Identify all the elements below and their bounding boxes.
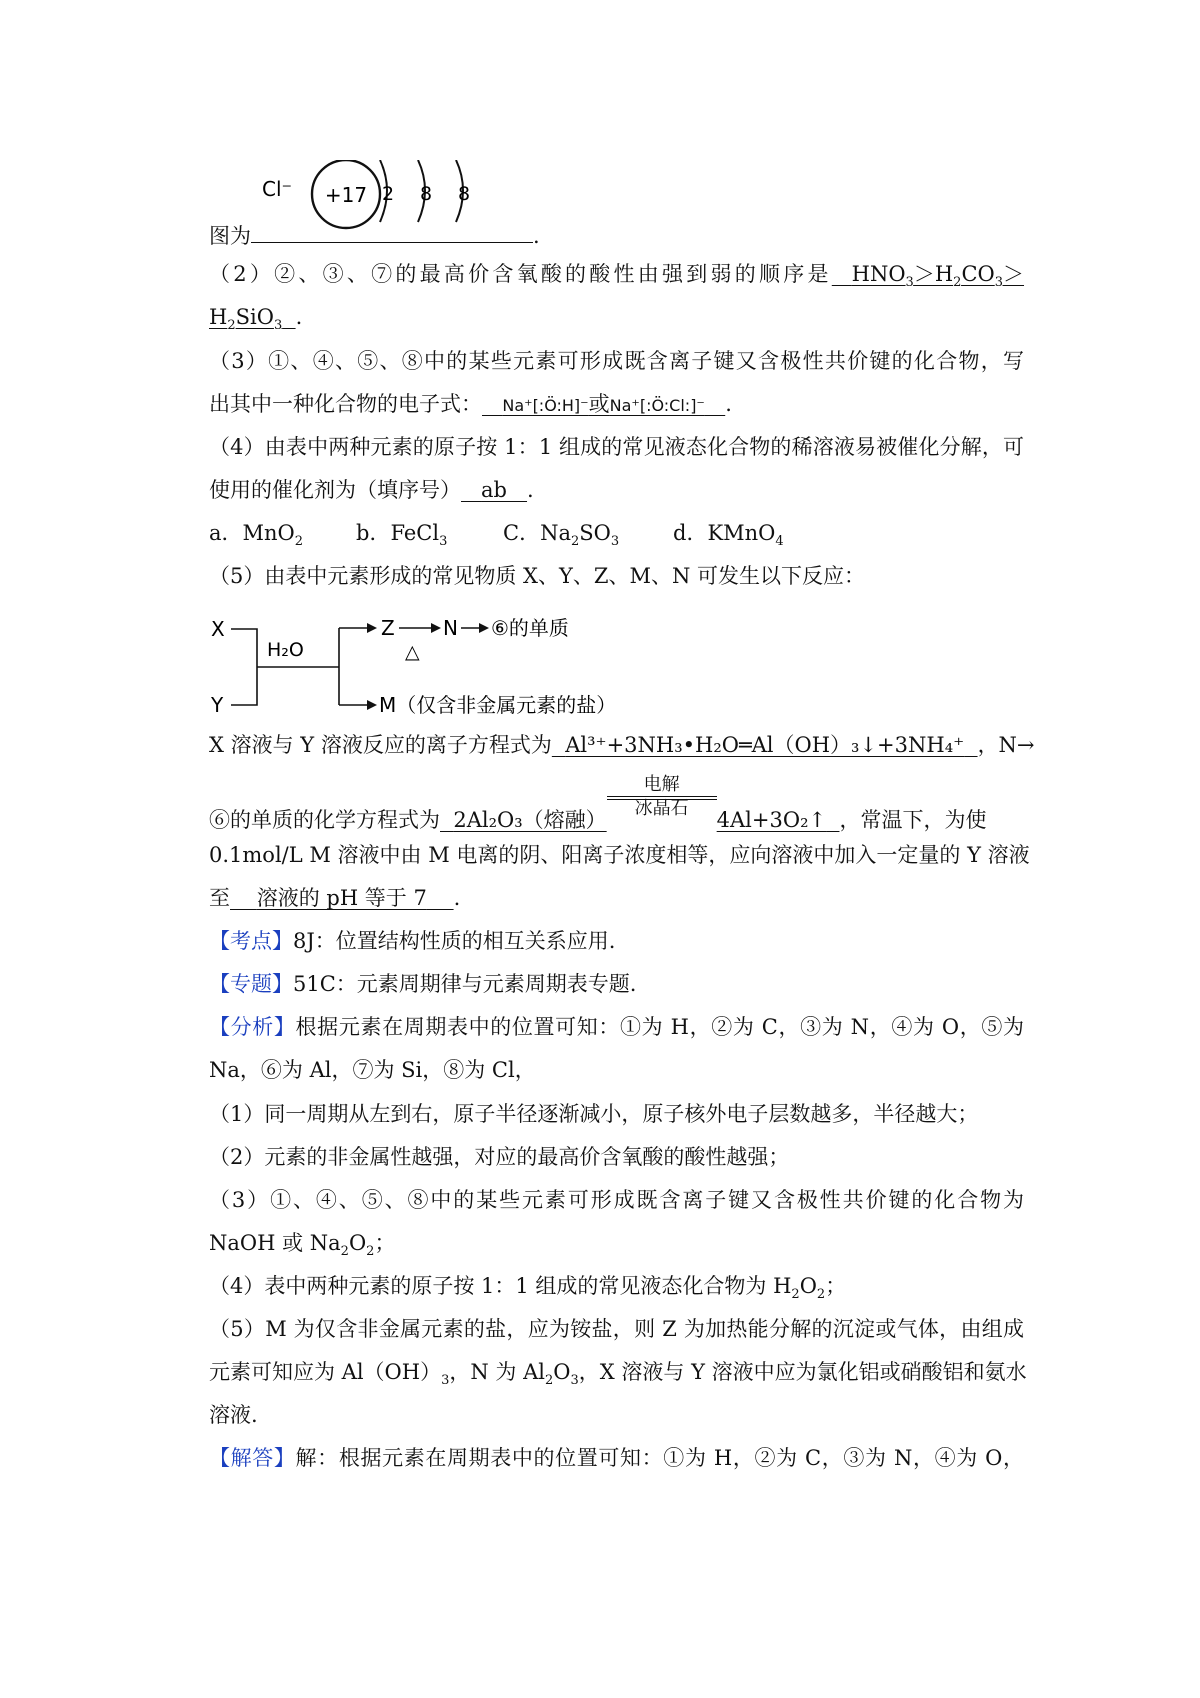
shell-electrons-1: 2	[382, 183, 395, 205]
flow-arrow-m-head	[367, 700, 377, 710]
q3-question: 出其中一种化合物的电子式：	[209, 392, 482, 416]
flow-product: ⑥的单质	[491, 616, 569, 640]
q5-intro: （5）由表中元素形成的常见物质 X、Y、Z、M、N 可发生以下反应：	[209, 564, 865, 588]
q1-prefix: 图为	[209, 224, 251, 248]
q5-ionic-question: X 溶液与 Y 溶液反应的离子方程式为	[209, 733, 552, 757]
kaodian-line	[209, 926, 1024, 956]
electron-formula-naoh: Na⁺[:Ö:H]⁻	[502, 396, 589, 415]
q3-answer	[482, 392, 725, 416]
q3-line2	[209, 389, 1024, 421]
reaction-condition	[607, 774, 717, 827]
zhuanti-tag: 【专题】	[209, 972, 293, 996]
q4-options	[209, 518, 1024, 548]
chem-reactants: 2Al₂O₃（熔融）	[453, 808, 607, 832]
q4-line2	[209, 475, 1024, 505]
q4-option-c: C．$Na_2SO_3$	[503, 521, 620, 550]
cl-ion-structure-diagram	[240, 160, 500, 236]
jieda-tag: 【解答】	[209, 1446, 296, 1470]
fenxi-p5-2: 元素可知应为 $Al(OH)_3$，N 为 $Al_2O_3$，X 溶液与 Y 溶液中应为氯化铝或硝酸铝和氨水	[209, 1360, 1027, 1389]
q2-question: （2）②、③、⑦的最高价含氧酸的酸性由强到弱的顺序是	[209, 262, 832, 286]
fenxi-p3b: NaOH 或 $Na_2O_2$；	[209, 1231, 396, 1260]
q5-chem-line	[209, 774, 1024, 835]
condition-cryolite: 冰晶石	[634, 798, 689, 819]
fenxi-p4: （4）表中两种元素的原子按 1：1 组成的常见液态化合物为 $H_2O_2$；	[209, 1274, 847, 1303]
q4-option-a: a．MnO$_2$	[209, 521, 304, 550]
q4-option-d: d．KMnO$_4$	[673, 521, 784, 550]
q2-end: .	[295, 305, 303, 329]
reaction-flow-diagram	[209, 612, 629, 720]
q2-line2	[209, 302, 1024, 332]
fenxi-tag: 【分析】	[209, 1015, 296, 1039]
q5-to-answer: 溶液的 pH 等于 7	[256, 886, 427, 910]
flow-arrow-n-head	[431, 623, 441, 633]
q3-end: .	[725, 392, 732, 416]
fenxi-text-1: 根据元素在周期表中的位置可知：①为 H，②为 C，③为 N，④为 O，⑤为	[295, 1015, 1025, 1039]
q2-answer-part2: $H_2SiO_3$	[209, 305, 283, 334]
q1-end: .	[533, 224, 540, 248]
jieda-line	[209, 1443, 1024, 1473]
q5-chem-question: ⑥的单质的化学方程式为	[209, 808, 440, 832]
q5-chem-answer	[440, 774, 839, 832]
electron-formula-naclo: Na⁺[:Ö:Cl:]⁻	[609, 396, 705, 415]
q5-to-prefix: 至	[209, 886, 230, 910]
fenxi-p5-1: （5）M 为仅含非金属元素的盐，应为铵盐，则 Z 为加热能分解的沉淀或气体，由组成	[209, 1317, 1024, 1341]
flow-arrow-z-head	[367, 623, 377, 633]
q4-option-b: b．FeCl$_3$	[356, 521, 448, 550]
flow-x: X	[211, 617, 225, 641]
q4-answer: ab	[481, 478, 507, 502]
q4-line1: （4）由表中两种元素的原子按 1：1 组成的常见液态化合物的稀溶液易被催化分解，可	[209, 435, 1024, 459]
flow-arrow-product-head	[479, 623, 489, 633]
q3-line1: （3）①、④、⑤、⑧中的某些元素可形成既含离子键又含极性共价键的化合物，写	[209, 349, 1024, 373]
q5-chem-suffix: ，常温下，为使	[839, 808, 987, 832]
condition-electrolysis: 电解	[643, 774, 680, 795]
q5-to-line	[209, 883, 1024, 913]
fenxi-line1	[209, 1012, 1024, 1042]
q4-end: .	[527, 478, 534, 502]
fenxi-line2: Na，⑥为 Al，⑦为 Si，⑧为 Cl，	[209, 1058, 536, 1082]
cl-ion-label: Cl⁻	[262, 177, 293, 201]
q2-answer-part1: $HNO_3>H_2CO_3>$	[851, 262, 1025, 291]
fenxi-p5-3: 溶液.	[209, 1403, 258, 1427]
zhuanti-text: 51C：元素周期律与元素周期表专题.	[293, 972, 637, 996]
q5-to-end: .	[453, 886, 461, 910]
chem-products: 4Al+3O₂↑	[716, 808, 827, 832]
shell-electrons-2: 8	[420, 183, 433, 205]
q5-ionic-line	[209, 730, 1035, 760]
q5-ionic-suffix: ，N→	[977, 733, 1035, 757]
shell-electrons-3: 8	[458, 183, 471, 205]
flow-n: N	[443, 616, 458, 640]
flow-heat-delta: △	[405, 641, 420, 663]
q3-or: 或	[588, 392, 610, 416]
q2-line1	[209, 259, 1024, 289]
q5-ionic-answer: Al³⁺+3NH₃•H₂O═Al（OH）₃↓+3NH₄⁺	[565, 733, 965, 757]
flow-y: Y	[211, 693, 224, 717]
fenxi-p2: （2）元素的非金属性越强，对应的最高价含氧酸的酸性越强；	[209, 1145, 790, 1169]
zhuanti-line	[209, 969, 1024, 999]
flow-xy-bracket	[231, 629, 257, 705]
nucleus-charge: +17	[324, 183, 368, 207]
flow-m: M（仅含非金属元素的盐）	[379, 693, 617, 717]
flow-z: Z	[381, 616, 395, 640]
kaodian-tag: 【考点】	[209, 929, 293, 953]
jieda-text: 解：根据元素在周期表中的位置可知：①为 H，②为 C，③为 N，④为 O，	[295, 1446, 1025, 1470]
fenxi-p3: （3）①、④、⑤、⑧中的某些元素可形成既含离子键又含极性共价键的化合物为	[209, 1188, 1024, 1212]
kaodian-text: 8J：位置结构性质的相互关系应用.	[293, 929, 616, 953]
flow-water: H₂O	[267, 639, 304, 661]
q5-conc-line: 0.1mol/L M 溶液中由 M 电离的阴、阳离子浓度相等，应向溶液中加入一定量的 Y 溶液	[209, 843, 1030, 867]
q4-question: 使用的催化剂为（填序号）	[209, 478, 461, 502]
fenxi-p1: （1）同一周期从左到右，原子半径逐渐减小，原子核外电子层数越多，半径越大；	[209, 1102, 979, 1126]
